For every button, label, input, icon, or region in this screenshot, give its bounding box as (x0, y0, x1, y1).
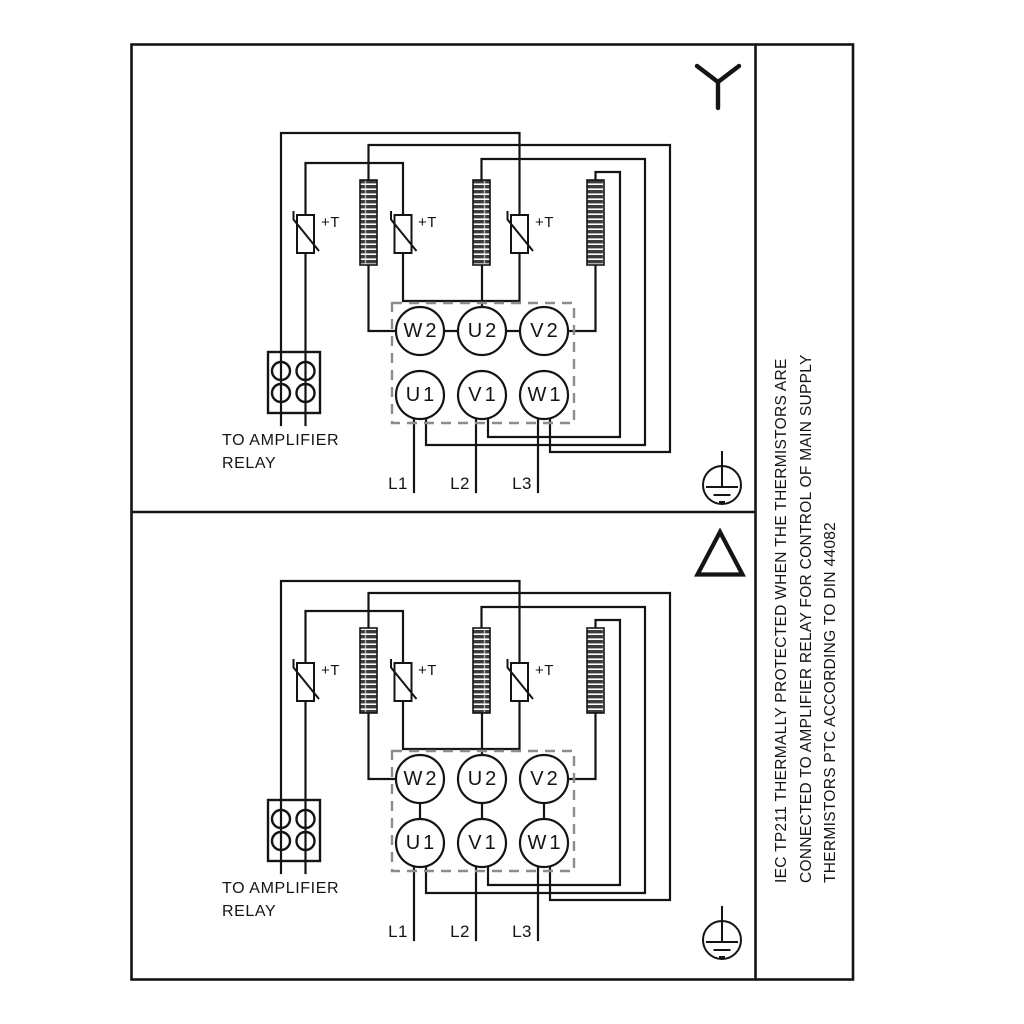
supply-line-label-l1: L1 (388, 474, 408, 493)
supply-line-label-l2: L2 (450, 922, 470, 941)
wye-icon (697, 66, 739, 108)
terminal-label-u1: U1 (405, 831, 438, 854)
amplifier-relay-box (268, 800, 320, 861)
thermistor-label: +T (535, 214, 554, 231)
thermistor-icon (294, 211, 320, 253)
thermistor-icon (508, 211, 534, 253)
terminal-label-v1: V1 (468, 383, 499, 406)
thermistor-label: +T (418, 662, 437, 679)
thermistor-label: +T (321, 214, 340, 231)
thermistor-label: +T (535, 662, 554, 679)
delta-icon (698, 532, 743, 575)
terminal-label-w2: W2 (403, 767, 440, 790)
terminal-label-w2: W2 (403, 319, 440, 342)
protective-earth-icon (703, 906, 741, 959)
terminal-label-v2: V2 (530, 767, 561, 790)
side-note-line1: IEC TP211 THERMALLY PROTECTED WHEN THE THERMISTORS ARE (773, 358, 790, 883)
thermistor-icon (508, 659, 534, 701)
terminal-label-v1: V1 (468, 831, 499, 854)
thermistor-icon (391, 211, 417, 253)
winding-w (360, 628, 377, 713)
terminal-label-u1: U1 (405, 383, 438, 406)
terminal-label-v2: V2 (530, 319, 561, 342)
relay-caption-line2: RELAY (222, 455, 277, 472)
winding-u (473, 180, 490, 265)
relay-caption-line2: RELAY (222, 903, 277, 920)
thermistor-icon (294, 659, 320, 701)
thermistor-label: +T (418, 214, 437, 231)
terminal-label-w1: W1 (527, 831, 564, 854)
supply-line-label-l2: L2 (450, 474, 470, 493)
protective-earth-icon (703, 451, 741, 504)
winding-u (473, 628, 490, 713)
relay-caption-line1: TO AMPLIFIER (222, 432, 340, 449)
winding-w (360, 180, 377, 265)
supply-line-label-l3: L3 (512, 474, 532, 493)
supply-line-label-l1: L1 (388, 922, 408, 941)
side-note-line3: THERMISTORS PTC ACCORDING TO DIN 44082 (822, 521, 840, 883)
terminal-label-u2: U2 (467, 319, 500, 342)
winding-v (587, 180, 604, 265)
relay-caption-line1: TO AMPLIFIER (222, 880, 340, 897)
delta-diagram (268, 532, 743, 959)
thermistor-label: +T (321, 662, 340, 679)
winding-v (587, 628, 604, 713)
thermistor-icon (391, 659, 417, 701)
supply-line-label-l3: L3 (512, 922, 532, 941)
terminal-label-u2: U2 (467, 767, 500, 790)
side-note-line2: CONNECTED TO AMPLIFIER RELAY FOR CONTROL OF MAIN SUPPLY (797, 354, 815, 883)
terminal-label-w1: W1 (527, 383, 564, 406)
amplifier-relay-box (268, 352, 320, 413)
side-note (770, 354, 844, 883)
